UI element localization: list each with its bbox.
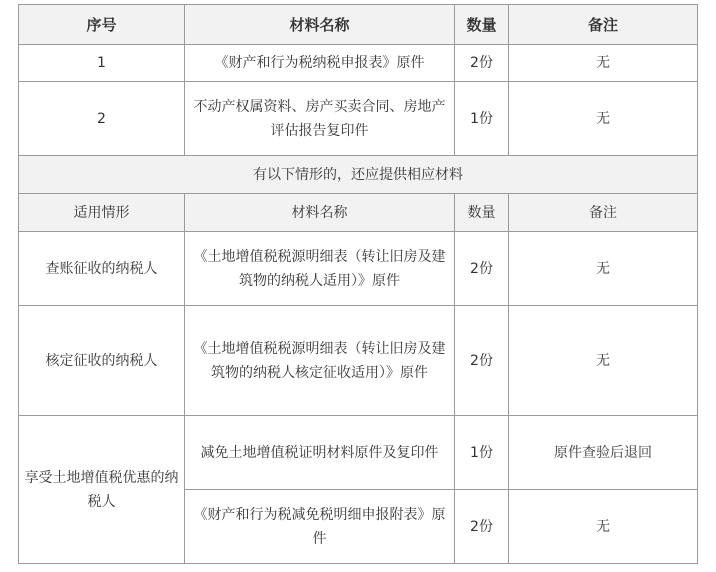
row-seq: 2 [19, 82, 185, 156]
subheader-situation: 适用情形 [19, 194, 185, 232]
header-seq: 序号 [19, 5, 185, 45]
case-qty: 2份 [455, 232, 509, 306]
table-row [19, 306, 698, 416]
case-note: 无 [509, 490, 698, 564]
case-situation: 查账征收的纳税人 [19, 232, 185, 306]
row-seq: 1 [19, 45, 185, 82]
row-note: 无 [509, 45, 698, 82]
case-qty: 2份 [455, 306, 509, 416]
subheader-name: 材料名称 [185, 194, 455, 232]
row-qty: 1份 [455, 82, 509, 156]
case-material-name: 《土地增值税税源明细表（转让旧房及建筑物的纳税人核定征收适用）》原件 [185, 306, 455, 416]
case-qty: 1份 [455, 416, 509, 490]
table-row [19, 82, 698, 156]
section-banner: 有以下情形的，还应提供相应材料 [19, 156, 698, 194]
subheader-row [19, 194, 698, 232]
case-note: 无 [509, 306, 698, 416]
header-note: 备注 [509, 5, 698, 45]
case-note: 无 [509, 232, 698, 306]
materials-table [18, 4, 698, 564]
table-header-row [19, 5, 698, 45]
header-name: 材料名称 [185, 5, 455, 45]
case-material-name: 《财产和行为税减免税明细申报附表》原件 [185, 490, 455, 564]
case-material-name: 《土地增值税税源明细表（转让旧房及建筑物的纳税人适用）》原件 [185, 232, 455, 306]
table-row [19, 416, 698, 490]
section-banner-row [19, 156, 698, 194]
case-situation: 享受土地增值税优惠的纳税人 [19, 416, 185, 564]
case-note: 原件查验后退回 [509, 416, 698, 490]
header-qty: 数量 [455, 5, 509, 45]
row-material-name: 不动产权属资料、房产买卖合同、房地产评估报告复印件 [185, 82, 455, 156]
row-note: 无 [509, 82, 698, 156]
case-qty: 2份 [455, 490, 509, 564]
table-row [19, 45, 698, 82]
table-row [19, 232, 698, 306]
row-qty: 2份 [455, 45, 509, 82]
case-material-name: 减免土地增值税证明材料原件及复印件 [185, 416, 455, 490]
subheader-note: 备注 [509, 194, 698, 232]
case-situation: 核定征收的纳税人 [19, 306, 185, 416]
subheader-qty: 数量 [455, 194, 509, 232]
row-material-name: 《财产和行为税纳税申报表》原件 [185, 45, 455, 82]
